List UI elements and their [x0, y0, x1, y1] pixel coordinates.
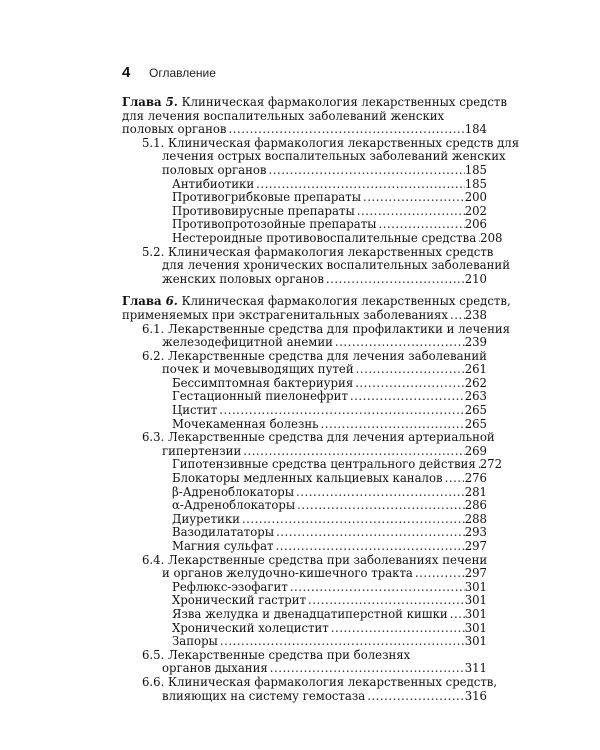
entry-title: Цистит: [172, 403, 218, 418]
subsection-item: [122, 540, 487, 554]
chapter-heading-line: [122, 294, 511, 309]
page-ref: 265: [464, 416, 487, 431]
dot-leader: [295, 499, 465, 513]
chapter-label: Глава 5.: [122, 95, 178, 109]
section-title-line: 6.1. Лекарственные средства для профилактики и лечения: [142, 321, 511, 336]
page-ref: 210: [464, 271, 487, 286]
section-title-line: 6.5. Лекарственные средства при болезнях: [142, 647, 411, 662]
page-ref: 297: [464, 539, 487, 553]
subsection-item: [122, 499, 487, 513]
entry-title: органов дыхания: [162, 661, 268, 676]
chapter-label: Глава 6.: [122, 294, 178, 309]
page-ref: 262: [464, 375, 487, 390]
entry-title: α-Адреноблокаторы: [172, 498, 296, 513]
entry-title: β-Адреноблокаторы: [172, 484, 295, 499]
entry-title: Нестероидные противовоспалительные средства: [172, 230, 477, 245]
entry-title: женских половых органов: [162, 271, 324, 286]
dot-leader: [288, 581, 465, 595]
section-title-last: [122, 567, 487, 581]
dot-leader: [376, 218, 464, 232]
entry-title: Магния сульфат: [172, 539, 274, 553]
dot-leader: [448, 309, 465, 323]
entry-title: Противопротозойные препараты: [172, 217, 377, 232]
subsection-item: [122, 205, 487, 219]
table-of-contents: [122, 95, 520, 703]
section-title-last: [122, 445, 487, 459]
dot-leader: [218, 635, 465, 649]
section-title-last: [122, 690, 487, 704]
section-title-last: [122, 164, 487, 178]
dot-leader: [254, 178, 465, 192]
page-ref: 202: [464, 203, 487, 218]
entry-title: Блокаторы медленных кальциевых каналов: [172, 471, 443, 486]
chapter-number: 5.: [165, 95, 178, 109]
chapter-entry: [122, 294, 511, 703]
dot-leader: [354, 363, 465, 377]
page-ref: 239: [464, 335, 487, 350]
entry-title: влияющих на систему гемостаза: [162, 688, 366, 703]
subsection-item: [122, 404, 487, 418]
section-title-line: 6.3. Лекарственные средства для лечения артериальной: [142, 430, 495, 445]
dot-leader: [319, 418, 465, 432]
entry-title: Рефлюкс-эзофагит: [172, 579, 288, 594]
page-ref: 184: [464, 122, 487, 137]
chapter-heading-line: [122, 95, 507, 110]
subsection-item: [122, 390, 487, 404]
subsection-item: [122, 218, 487, 232]
entry-title: Диуретики: [172, 511, 240, 526]
entry-title: железодефицитной анемии: [162, 335, 333, 350]
dot-leader: [355, 205, 465, 219]
page-ref: 208: [480, 230, 503, 245]
page-ref: 185: [464, 162, 487, 177]
dot-leader: [217, 404, 464, 418]
subsection-item: [122, 635, 487, 649]
page-ref: 276: [464, 471, 487, 486]
section-title-line: 5.2. Клиническая фармакология лекарственных средств: [142, 244, 494, 259]
dot-leader: [324, 273, 465, 287]
subsection-item: [122, 581, 487, 595]
page-ref: 200: [464, 190, 487, 205]
subsection-item: [122, 457, 503, 472]
entry-title: Хронический гастрит: [172, 593, 307, 608]
subsection-item: [122, 230, 503, 246]
entry-title: Мочекаменная болезнь: [172, 416, 319, 431]
entry-title: применяемых при экстрагенитальных заболеваниях: [122, 307, 449, 322]
dot-leader: [227, 123, 465, 137]
subsection-item: [122, 486, 487, 500]
subsection-item: [122, 178, 487, 192]
page-number: 4: [122, 64, 131, 81]
chapter-title-line: для лечения воспалительных заболеваний женских: [122, 108, 445, 123]
page-ref: 293: [464, 525, 487, 540]
entry-title: Гипотензивные средства центрального действия: [172, 457, 476, 472]
dot-leader: [241, 445, 464, 459]
subsection-item: [122, 594, 487, 608]
entry-title: почек и мочевыводящих путей: [162, 362, 354, 377]
dot-leader: [274, 540, 465, 554]
section-title-line: 6.4. Лекарственные средства при заболеваниях печени: [142, 552, 488, 567]
entry-title: Язва желудка и двенадцатиперстной кишки: [172, 606, 448, 621]
subsection-item: [122, 526, 487, 540]
section-title-last: [122, 336, 487, 350]
dot-leader: [413, 567, 465, 581]
page-ref: 311: [464, 661, 487, 676]
dot-leader: [348, 390, 465, 404]
entry-title: Гестационный пиелонефрит: [172, 389, 348, 404]
dot-leader: [240, 513, 465, 527]
page-ref: 286: [464, 498, 487, 513]
entry-title: и органов желудочно-кишечного тракта: [162, 566, 413, 581]
section-title-line: 6.6. Клиническая фармакология лекарственных средств,: [142, 674, 498, 689]
subsection-item: [122, 608, 487, 622]
dot-leader: [274, 526, 465, 540]
section-title-last: [122, 273, 487, 287]
dot-leader: [329, 622, 465, 636]
section-title-line: для лечения хронических воспалительных заболеваний: [162, 258, 511, 273]
dot-leader: [268, 662, 465, 676]
dot-leader: [365, 690, 464, 704]
page-ref: 281: [464, 484, 487, 499]
entry-title: Вазодилататоры: [172, 525, 275, 540]
dot-leader: [353, 377, 464, 391]
page-ref: 263: [464, 389, 487, 404]
page-ref: 206: [464, 217, 487, 232]
section-title-last: [122, 662, 487, 676]
chapter-title-last: [122, 309, 487, 323]
entry-title: Противовирусные препараты: [172, 203, 355, 218]
subsection-item: [122, 622, 487, 636]
entry-title: половых органов: [162, 162, 267, 177]
chapter-title: Клиническая фармакология лекарственных средств: [177, 95, 507, 109]
page-ref: 288: [464, 511, 487, 526]
page-ref: 297: [464, 566, 487, 581]
page-ref: 269: [464, 443, 487, 458]
entry-title: Антибиотики: [172, 176, 255, 191]
page-ref: 265: [464, 403, 487, 418]
section-title-last: [122, 363, 487, 377]
page-ref: 316: [464, 688, 487, 703]
dot-leader: [267, 164, 465, 178]
entry-title: Хронический холецистит: [172, 620, 329, 635]
section-title-line: 5.1. Клиническая фармакология лекарственных средств для: [142, 135, 520, 150]
section-title-line: 6.2. Лекарственные средства для лечения заболеваний: [142, 348, 487, 363]
entry-title: Противогрибковые препараты: [172, 190, 362, 205]
dot-leader: [333, 336, 465, 350]
entry-title: половых органов: [122, 122, 227, 137]
dot-leader: [306, 594, 465, 608]
dot-leader: [361, 191, 465, 205]
subsection-item: [122, 377, 487, 391]
page-ref: 238: [464, 307, 487, 322]
section-title-line: лечения острых воспалительных заболеваний женских: [162, 149, 506, 164]
subsection-item: [122, 513, 487, 527]
chapter-title-last: [122, 123, 487, 137]
entry-title: Запоры: [172, 634, 218, 649]
dot-leader: [443, 472, 465, 486]
chapter-title: Клиническая фармакология лекарственных средств,: [177, 294, 511, 309]
page-ref: 301: [464, 579, 487, 594]
running-title: Оглавление: [149, 66, 216, 80]
page-ref: 272: [479, 457, 503, 472]
dot-leader: [448, 608, 465, 622]
dot-leader: [294, 486, 465, 500]
entry-title: Бессимптомная бактериурия: [172, 375, 354, 390]
chapter-entry: [122, 95, 520, 286]
page-header: [122, 64, 492, 82]
page-ref: 301: [464, 593, 487, 608]
page-ref: 301: [464, 606, 487, 621]
chapter-number: 6.: [165, 294, 178, 309]
subsection-item: [122, 191, 487, 205]
subsection-item: [122, 472, 487, 486]
page-ref: 301: [464, 634, 487, 649]
page-ref: 261: [464, 362, 487, 377]
subsection-item: [122, 418, 487, 432]
entry-title: гипертензии: [162, 443, 242, 458]
page-ref: 185: [464, 176, 487, 191]
page-ref: 301: [464, 620, 487, 635]
